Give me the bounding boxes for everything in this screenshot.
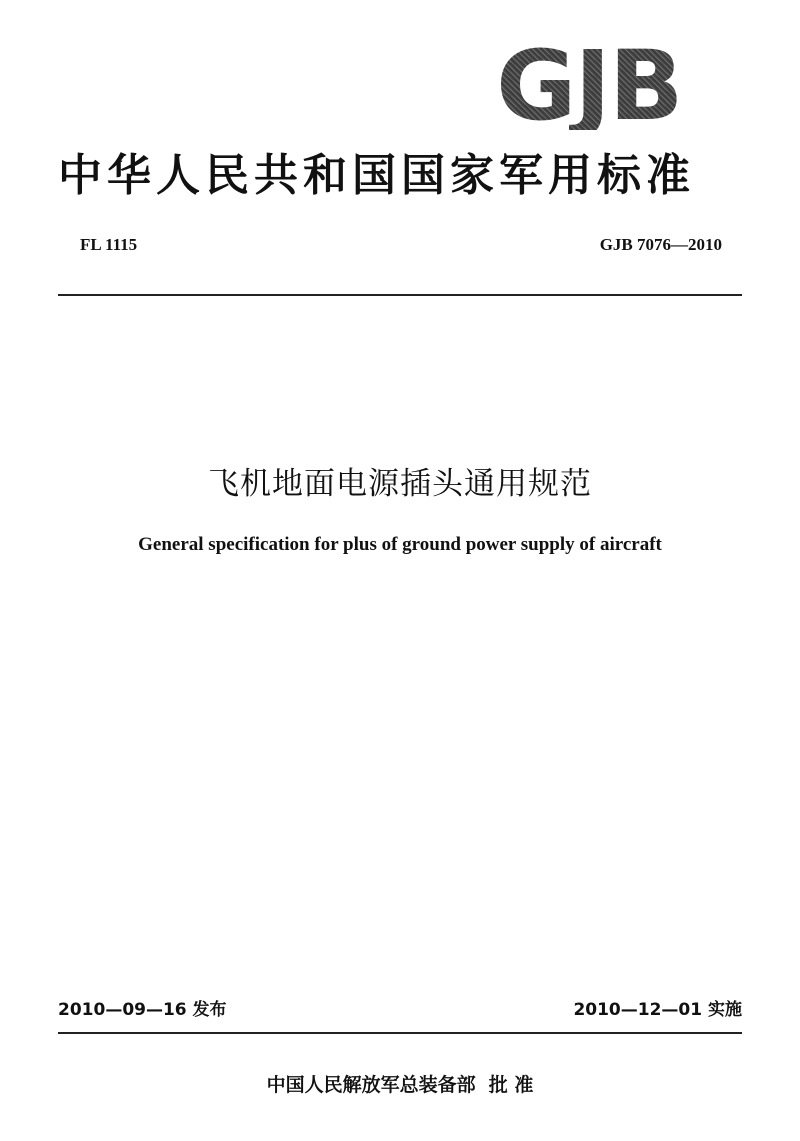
bottom-divider [58,1032,742,1034]
implementation-date: 2010—12—01 实施 [573,1000,742,1020]
standard-number: GJB 7076—2010 [599,235,722,254]
issue-date: 2010—09—16 发布 [58,1000,227,1020]
top-divider [58,294,742,296]
approving-authority: 中国人民解放军总装备部 批 准 [266,1074,534,1096]
gjb-logo-text: GJB [496,30,682,142]
gjb-logo [478,30,700,142]
classification-code: FL 1115 [80,235,138,254]
document-title-chinese: 飞机地面电源插头通用规范 [208,466,592,502]
standard-title: 中华人民共和国国家军用标准 [58,150,695,201]
document-title-english: General specification for plus of ground power supply of aircraft [138,534,662,555]
